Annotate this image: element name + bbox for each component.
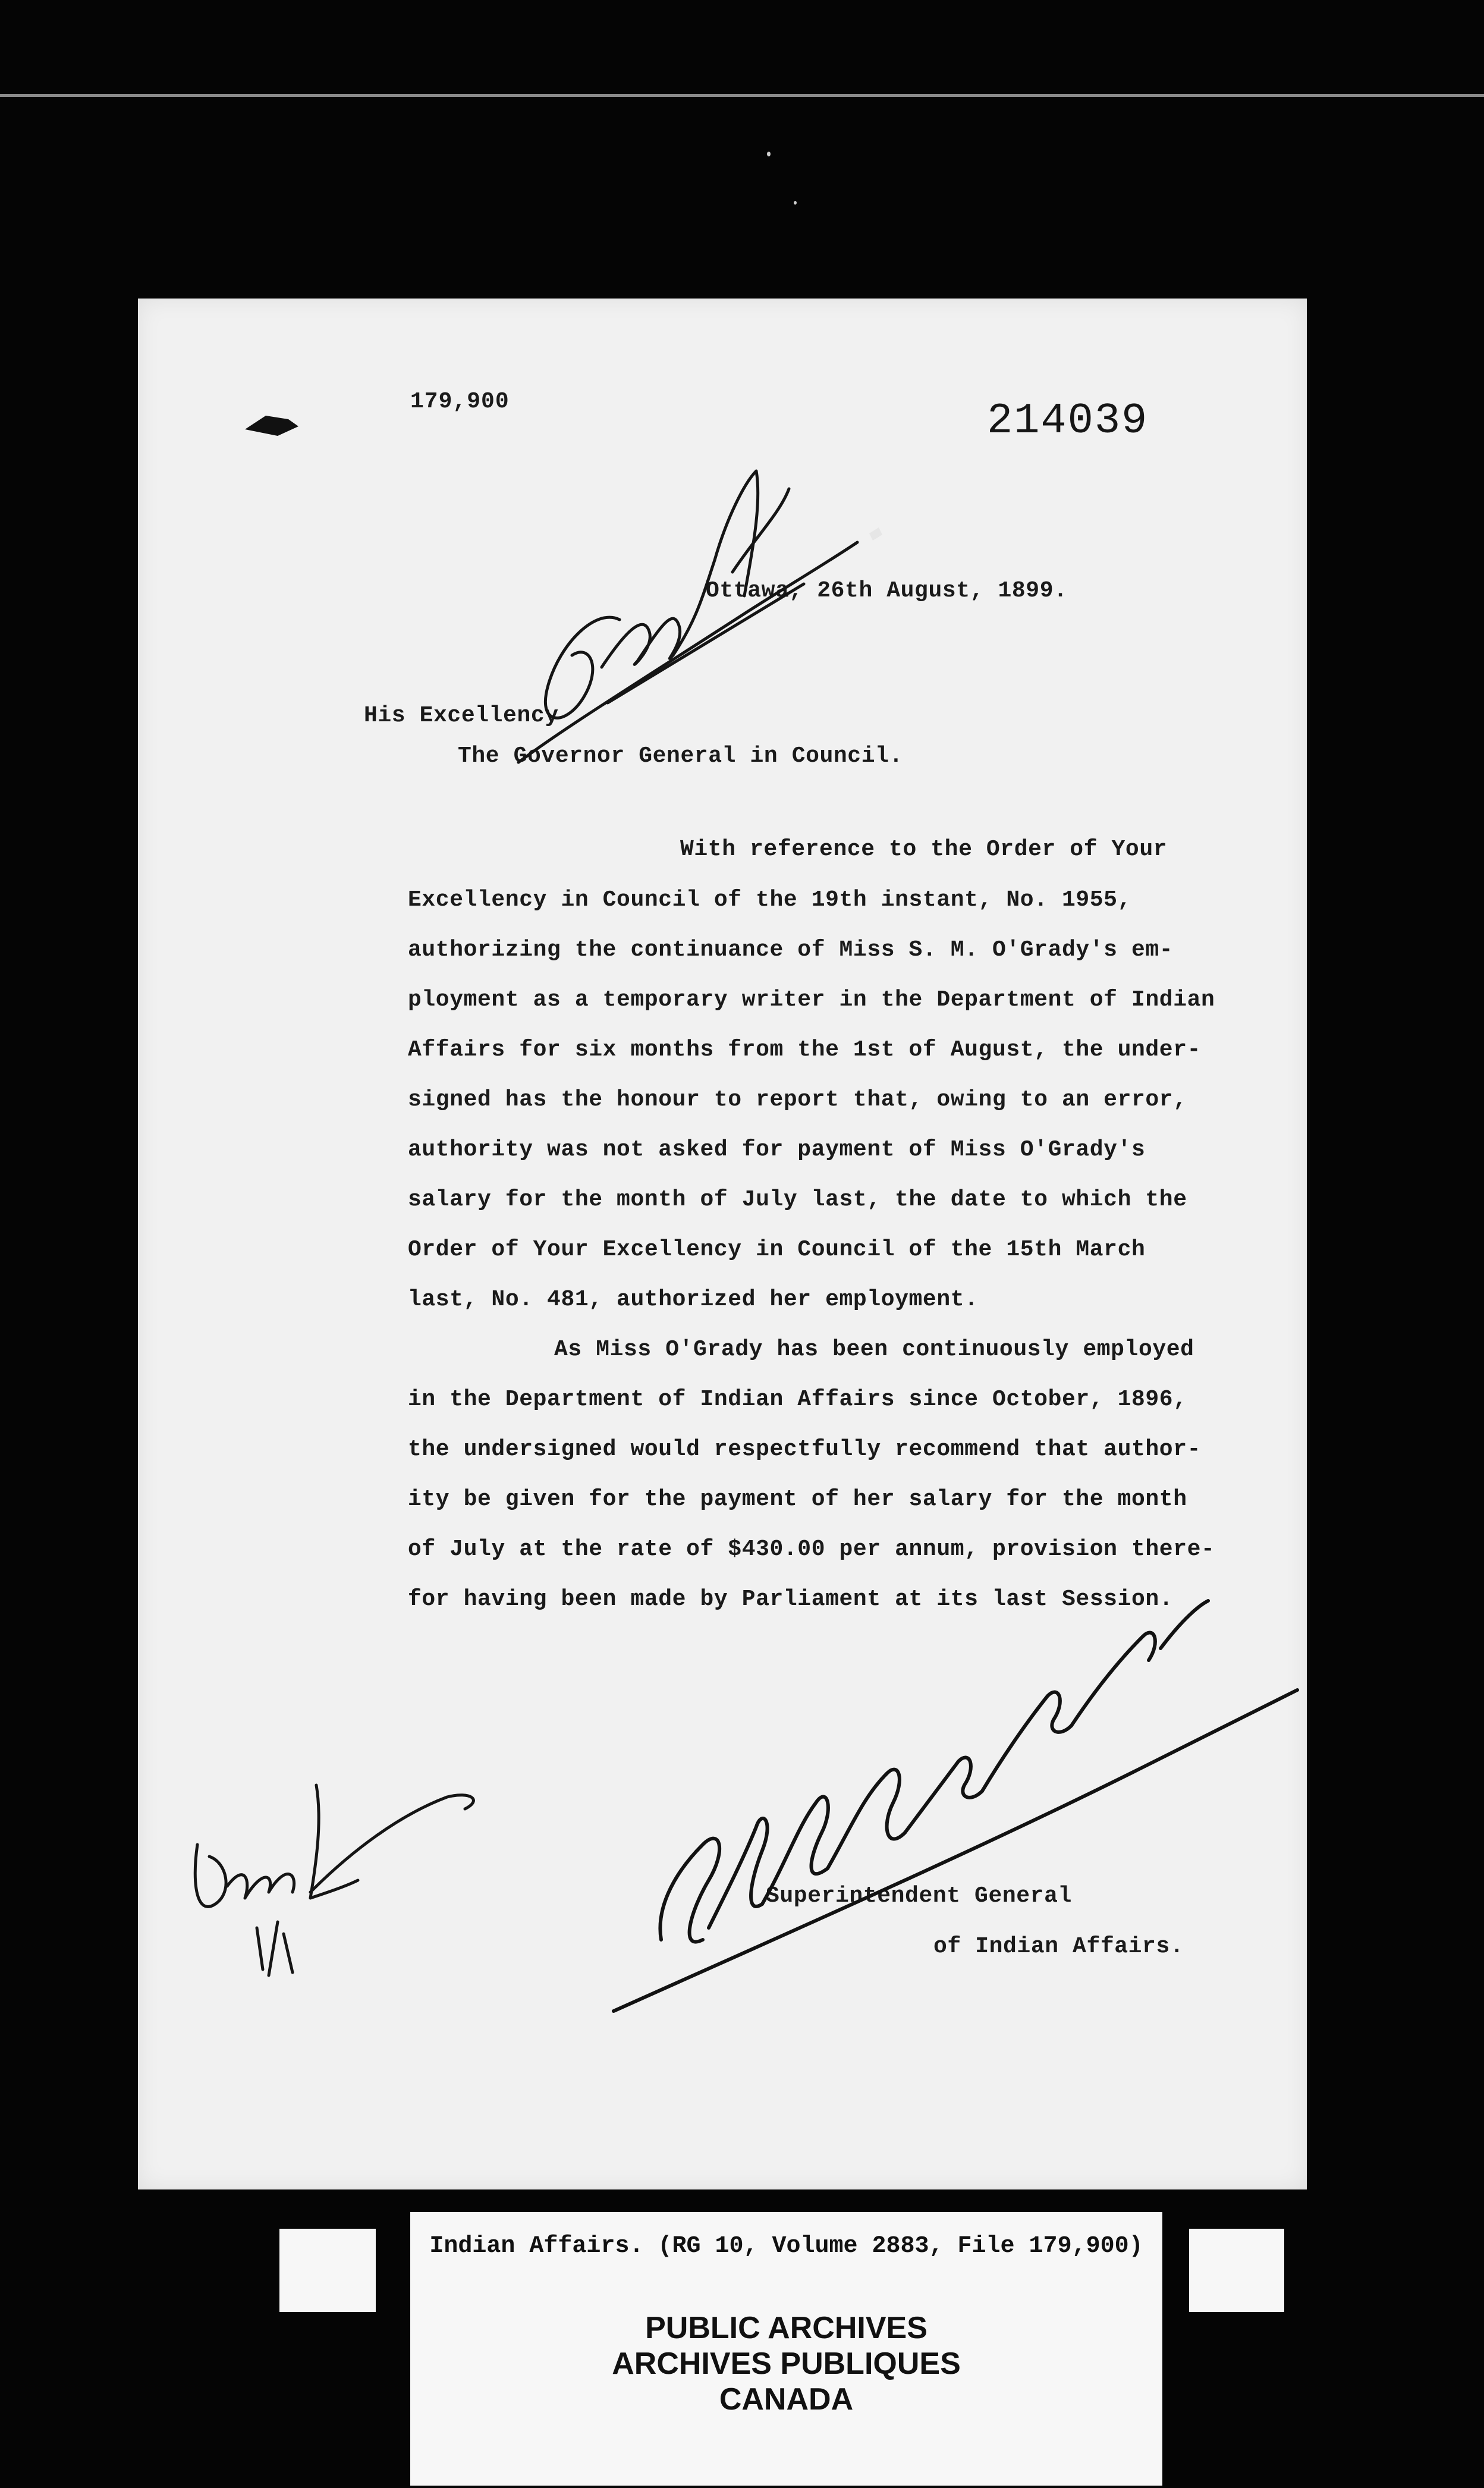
dust-speck [794,201,797,205]
body-line: salary for the month of July last, the date to which the [408,1187,1187,1212]
archive-reference-strip [410,2212,1162,2280]
signature-title-2: of Indian Affairs. [933,1934,1184,1959]
salutation-line-1: His Excellency [364,703,559,728]
archive-line-1: PUBLIC ARCHIVES [645,2311,928,2345]
body-line: As Miss O'Grady has been continuously employed [554,1337,1194,1362]
body-line: for having been made by Parliament at its last Session. [408,1587,1174,1612]
body-line: ployment as a temporary writer in the Department of Indian [408,987,1215,1013]
record-number: 214039 [987,397,1149,445]
dust-speck [767,152,771,156]
signature-handwritten [608,1571,1357,2047]
body-line: Excellency in Council of the 19th instant, No. 1955, [408,887,1131,913]
ink-blot [242,409,301,444]
body-line: of July at the rate of $430.00 per annum, provision there- [408,1537,1215,1562]
archive-line-2: ARCHIVES PUBLIQUES [612,2346,961,2381]
file-stamp: 179,900 [410,389,510,414]
archive-line-3: CANADA [719,2382,854,2417]
margin-initials [174,1744,483,2017]
letter-page [138,299,1307,2189]
date-line: Ottawa, 26th August, 1899. [706,578,1068,604]
body-line: With reference to the Order of Your [680,837,1168,862]
body-line: last, No. 481, authorized her employment. [408,1287,979,1312]
label-tab-left [279,2229,376,2312]
body-line: in the Department of Indian Affairs since October, 1896, [408,1387,1187,1412]
body-line: authority was not asked for payment of Miss O'Grady's [408,1137,1146,1163]
label-tab-right [1189,2229,1284,2312]
body-line: signed has the honour to report that, owing to an error, [408,1087,1187,1113]
body-line: authorizing the continuance of Miss S. M. O'Grady's em- [408,937,1174,963]
scan-edge-line [0,94,1484,97]
body-line: ity be given for the payment of her salary for the month [408,1487,1187,1512]
body-line: Order of Your Excellency in Council of the 15th March [408,1237,1146,1262]
body-line: the undersigned would respectfully recommend that author- [408,1437,1202,1462]
body-line: Affairs for six months from the 1st of August, the under- [408,1037,1202,1063]
archive-stamp-label [410,2280,1162,2486]
archive-reference: Indian Affairs. (RG 10, Volume 2883, File 179,900) [429,2233,1143,2260]
salutation-line-2: The Governor General in Council. [458,743,903,769]
handwritten-approval-mark [447,417,875,798]
signature-title-1: Superintendent General [766,1883,1072,1909]
